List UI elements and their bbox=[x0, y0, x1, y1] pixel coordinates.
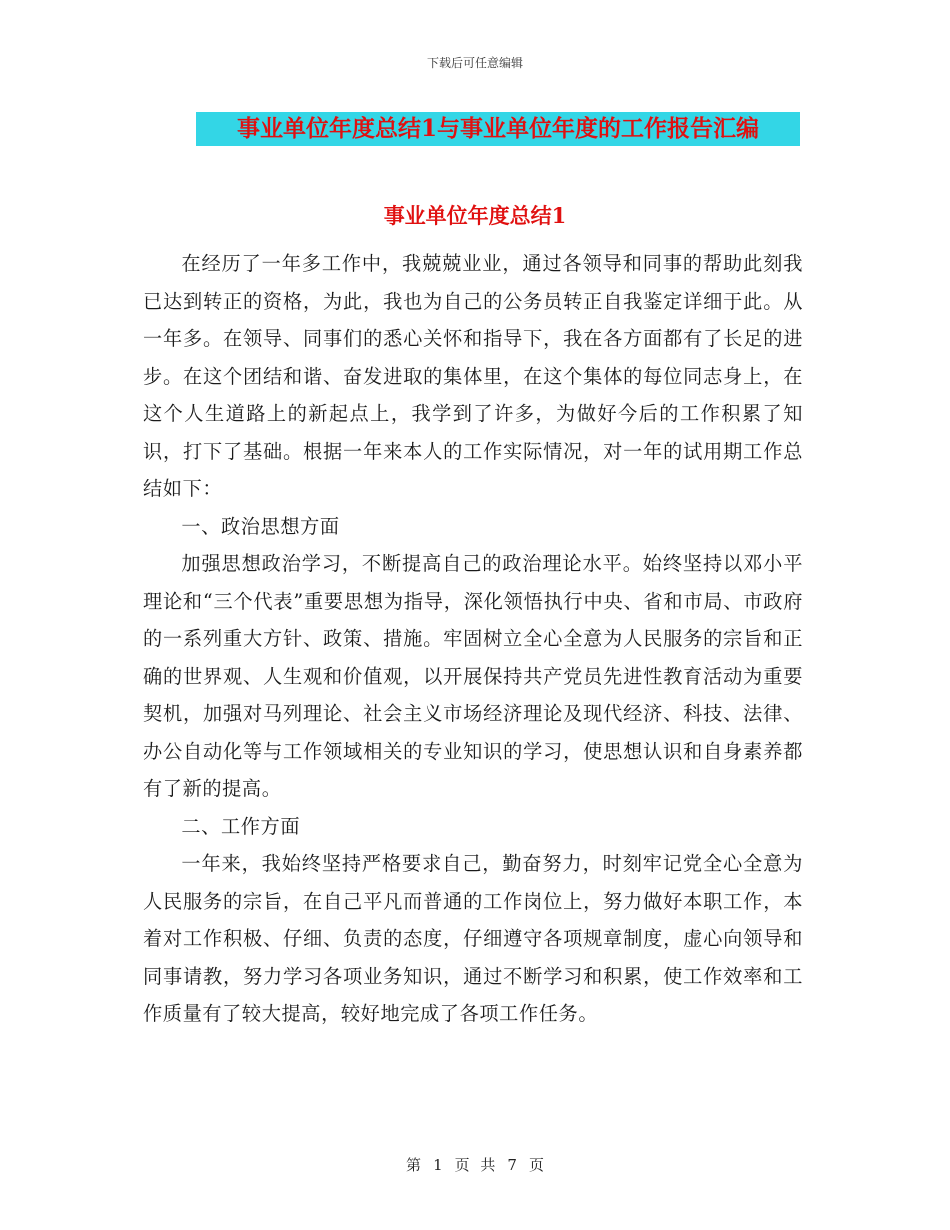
paragraph-work: 一年来，我始终坚持严格要求自己，勤奋努力，时刻牢记党全心全意为人民服务的宗旨，在自己平凡而普通的工作岗位上，努力做好本职工作，本着对工作积极、仔细、负责的态度，仔细遵守各项规章制度，虚心向领导和同事请教，努力学习各项业务知识，通过不断学习和积累，使工作效率和工作质量有了较大提高，较好地完成了各项工作任务。 bbox=[143, 852, 803, 1025]
footer-middle: 页 共 bbox=[454, 1156, 496, 1174]
page-footer bbox=[0, 1154, 950, 1175]
header-note: 下载后可任意编辑 bbox=[426, 56, 523, 70]
paragraph-political-thought: 加强思想政治学习，不断提高自己的政治理论水平。始终坚持以邓小平理论和“三个代表”重要思想为指导，深化领悟执行中央、省和市局、市政府的一系列重大方针、政策、措施。牢固树立全心全意为人民服务的宗旨和正确的世界观、人生观和价值观，以开展保持共产党员先进性教育活动为重要契机，加强对马列理论、社会主义市场经济理论及现代经济、科技、法律、办公自动化等与工作领域相关的专业知识的学习，使思想认识和自身素养都有了新的提高。 bbox=[143, 552, 803, 800]
heading-political-thought: 一、政治思想方面 bbox=[181, 514, 340, 538]
footer-prefix: 第 bbox=[406, 1156, 422, 1174]
footer-suffix: 页 bbox=[528, 1156, 544, 1174]
heading-work: 二、工作方面 bbox=[181, 814, 301, 838]
paragraph-intro: 在经历了一年多工作中，我兢兢业业，通过各领导和同事的帮助此刻我已达到转正的资格，为此，我也为自己的公务员转正自我鉴定详细于此。从一年多。在领导、同事们的悉心关怀和指导下，我在各方面都有了长足的进步。在这个团结和谐、奋发进取的集体里，在这个集体的每位同志身上，在这个人生道路上的新起点上，我学到了许多，为做好今后的工作积累了知识，打下了基础。根据一年来本人的工作实际情况，对一年的试用期工作总结如下： bbox=[143, 252, 803, 500]
footer-total-pages: 7 bbox=[507, 1156, 517, 1174]
section-title: 事业单位年度总结1 bbox=[383, 203, 567, 228]
document-body bbox=[143, 245, 803, 1033]
document-title: 事业单位年度总结1与事业单位年度的工作报告汇编 bbox=[236, 115, 759, 142]
document-title-highlight bbox=[196, 112, 800, 146]
footer-current-page: 1 bbox=[433, 1156, 443, 1174]
